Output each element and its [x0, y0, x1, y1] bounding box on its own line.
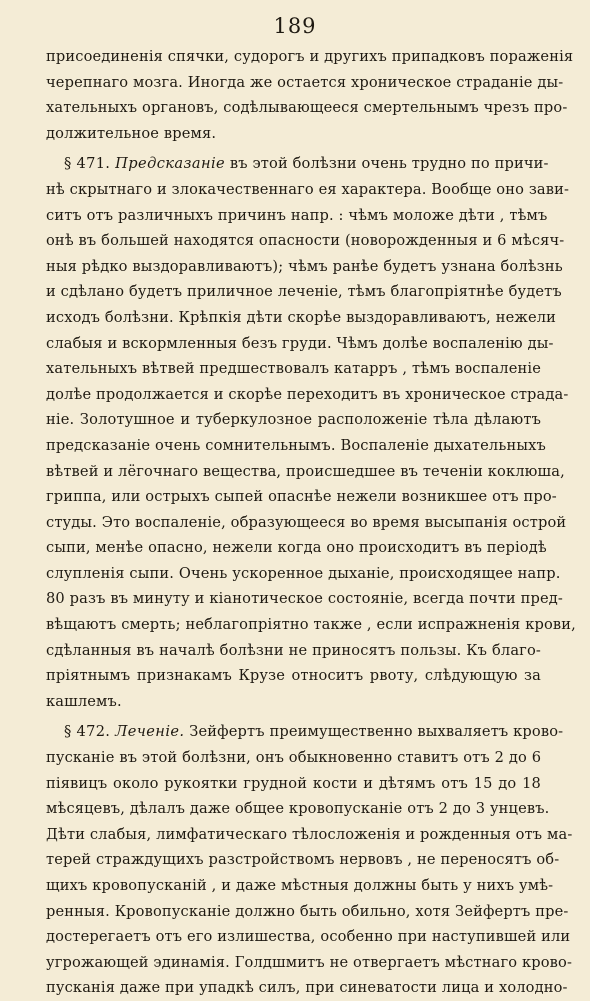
text-line: нѣ скрытнаго и злокачественнаго ея характера. Вообще оно зави- [46, 180, 570, 198]
text-line: ренныя. Кровопусканіе должно быть обильно, хотя Зейфертъ пре- [46, 902, 569, 920]
text-line: слупленія сыпи. Очень ускоренное дыханіе, происходящее напр. [46, 564, 561, 582]
text-line: слабыя и вскормленныя безъ груди. Чѣмъ долѣе воспаленію ды- [46, 334, 554, 352]
paragraph [46, 44, 574, 146]
text-line: пусканіе въ этой болѣзни, онъ обыкновенно ставитъ отъ 2 до 6 [46, 749, 542, 767]
text-line: сыпи, менѣе опасно, нежели когда оно происходитъ въ періодѣ [46, 539, 547, 557]
text-line: щихъ кровопусканій , и даже мѣстныя должны быть у нихъ умѣ- [46, 877, 554, 894]
text-line [46, 719, 564, 745]
line-text: въ этой болѣзни очень трудно по причи- [225, 155, 549, 173]
text-line: присоединенія спячки, судорогъ и другихъ припадковъ пораженія [46, 48, 574, 65]
page-number: 189 [273, 14, 317, 38]
text-line: гриппа, или острыхъ сыпей опаснѣе нежели возникшее отъ про- [46, 488, 557, 506]
text-line: долѣе продолжается и скорѣе переходитъ въ хроническое страда- [46, 385, 569, 403]
section-heading: Предсказаніе [115, 155, 226, 173]
text-line: 80 разъ въ минуту и кіанотическое состояніе, всегда почти пред- [46, 590, 563, 608]
text-line: угрожающей эдинамія. Голдшмитъ не отвергаетъ мѣстнаго крово- [46, 953, 573, 971]
text-line: мѣсяцевъ, дѣлалъ даже общее кровопусканіе отъ 2 до 3 унцевъ. [46, 800, 550, 818]
paragraph [46, 719, 573, 1001]
section-heading: Леченіе. [115, 723, 185, 741]
text-line: ситъ отъ различныхъ причинъ напр. : чѣмъ моложе дѣти , тѣмъ [46, 206, 548, 224]
text-line: черепнаго мозга. Иногда же остается хроническое страданіе ды- [46, 73, 564, 91]
text-line: ныя рѣдко выздоравливаютъ); чѣмъ ранѣе будетъ узнана болѣзнь [46, 257, 563, 275]
text-line: вѣтвей и лёгочнаго вещества, происшедшее въ теченіи коклюша, [46, 462, 565, 480]
text-line: должительное время. [46, 124, 217, 142]
section-number: § 472. [64, 723, 116, 741]
text-line: достерегаетъ отъ его излишества, особенно при наступившей или [46, 928, 571, 946]
text-line: пусканія даже при упадкѣ силъ, при синеватости лица и холодно- [46, 979, 568, 997]
text-line: Дѣти слабыя, лимфатическаго тѣлосложенія и рожденныя отъ ма- [46, 825, 573, 843]
text-line: студы. Это воспаленіе, образующееся во время высыпанія острой [46, 513, 567, 531]
paragraph [46, 151, 576, 714]
text-line [46, 151, 549, 177]
text-line: исходъ болѣзни. Крѣпкія дѣти скорѣе выздоравливаютъ, нежели [46, 308, 557, 326]
text-line: сдѣланныя въ началѣ болѣзни не приносятъ пользы. Къ благо- [46, 641, 541, 659]
text-line: ніе. Золотушное и туберкулозное расположеніе тѣла дѣлаютъ [46, 411, 541, 429]
page-body [46, 44, 576, 1001]
text-line: піявицъ около рукоятки грудной кости и дѣтямъ отъ 15 до 18 [46, 774, 541, 792]
text-line: онѣ въ большей находятся опасности (новорожденныя и 6 мѣсяч- [46, 232, 565, 250]
text-line: пріятнымъ признакамъ Крузе относитъ рвоту, слѣдующую за [46, 667, 541, 685]
text-line: хательныхъ органовъ, содѣлывающееся смертельнымъ чрезъ про- [46, 99, 568, 117]
text-line: предсказаніе очень сомнительнымъ. Воспаленіе дыхательныхъ [46, 436, 546, 454]
text-line: вѣщаютъ смерть; неблагопріятно также , если испражненія крови, [46, 616, 576, 634]
line-text: Зейфертъ преимущественно выхваляетъ крово- [184, 723, 564, 741]
text-line: терей страждущихъ разстройствомъ нервовъ , не переносятъ об- [46, 851, 560, 869]
text-line: кашлемъ. [46, 692, 122, 710]
text-line: и сдѣлано будетъ приличное леченіе, тѣмъ благопріятнѣе будетъ [46, 283, 562, 301]
section-number: § 471. [64, 155, 116, 173]
text-line: хательныхъ вѣтвей предшествовалъ катарръ , тѣмъ воспаленіе [46, 360, 541, 378]
